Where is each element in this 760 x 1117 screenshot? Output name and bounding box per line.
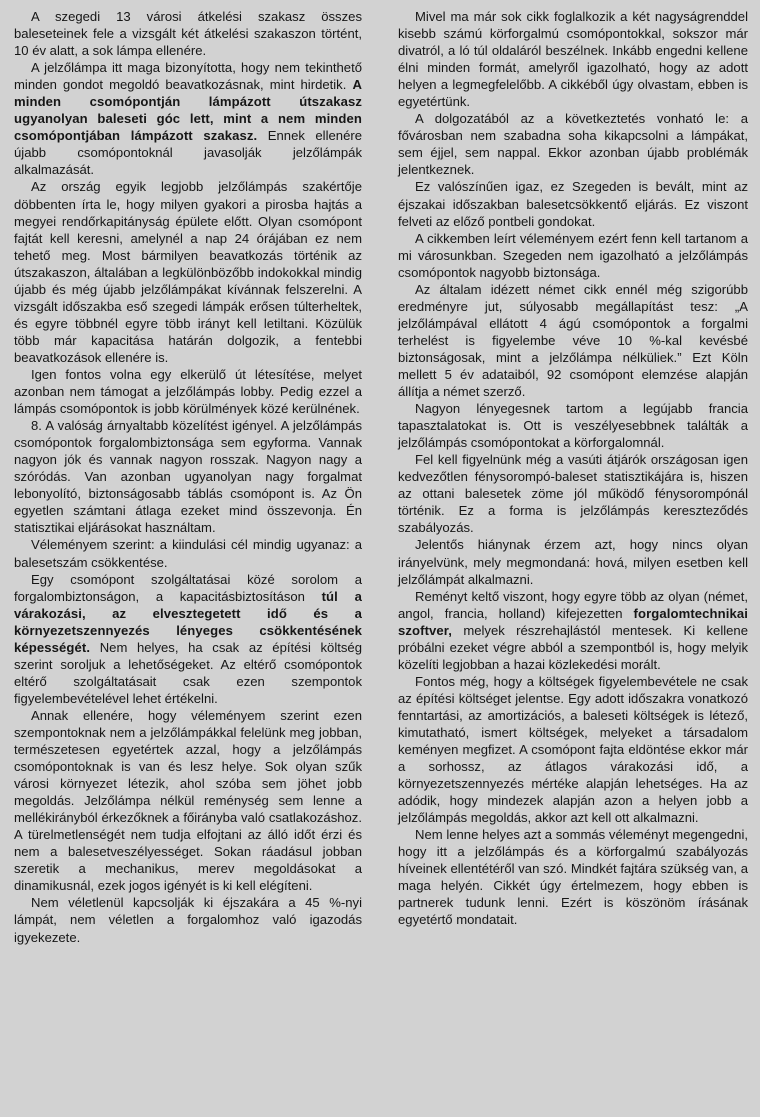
paragraph: [14, 707, 362, 895]
text-run: Jelentős hiánynak érzem azt, hogy nincs olyan irányelvünk, mely megmondaná: hová, milyen esetben kell jelzőlámpát alkalmazni.: [398, 537, 748, 587]
text-run: A dolgozatából az a következtetés vonható le: a fővárosban nem szabadna soha kikapcsolni a lámpákat, sem éjjel, sem nappal. Ekkor azonban újabb problémák jelentkeznek.: [398, 111, 748, 178]
text-run: Véleményem szerint: a kiindulási cél mindig ugyanaz: a balesetszám csökkentése.: [14, 537, 362, 570]
text-run: Reményt keltő viszont, hogy egyre több az olyan (német, angol, francia, holland) kifejezetten: [398, 588, 748, 621]
paragraph: [398, 673, 748, 826]
text-run: A szegedi 13 városi átkelési szakasz összes baleseteinek fele a vizsgált két átkelési szakaszon történt, 10 év alatt, a sok lámpa ellenére.: [14, 9, 362, 59]
text-run: Fel kell figyelnünk még a vasúti átjárók országosan igen kedvezőtlen fénysorompó-baleset statisztikájára is, hiszen az ottani balesetek zöme jól működő fénysorompónál történik. Ez a forma is jelzőlámpás kereszteződés szabályozás.: [398, 452, 748, 536]
text-run: A jelzőlámpa itt maga bizonyította, hogy nem tekinthető minden gondot megoldó beavatkozásnak, mint hirdetik.: [14, 60, 362, 93]
paragraph: [398, 451, 748, 536]
right-column: [398, 8, 748, 929]
paragraph: [14, 536, 362, 570]
text-run: 8. A valóság árnyaltabb közelítést igényel. A jelzőlámpás csomópontok forgalombiztonsága sem egyforma. Vannak nagyon jók és vannak nagyon rosszak. Nagyon nagy a szóródás. Van azonban ugyanolyan nagy forgalmat lebonyolító, biztonságosabb táblás csomópont is. Az Ön egyetlen számtani átlaga ezeket mind összevonja. Én statisztikai eljárásokat használtam.: [14, 418, 362, 536]
paragraph: [14, 366, 362, 417]
paragraph: [398, 588, 748, 673]
paragraph: [14, 417, 362, 536]
text-run: melyek részrehajlástól mentesek. Ki kellene próbálni ezeket végre abból a szempontból is, hogy melyik közelíti legjobban a hazai közlekedési morált.: [398, 622, 748, 672]
text-run: Nem lenne helyes azt a sommás véleményt megengedni, hogy itt a jelzőlámpás és a körforgalmú szabályozás híveinek ellentétéről van szó. Mindkét fajtára szükség van, a maga helyén. Cikkét úgy értelmezem, hogy ebben is partnerek tudunk lenni. Ezért is köszönöm írásának egyetértő mondatait.: [398, 827, 748, 928]
text-run: Igen fontos volna egy elkerülő út létesítése, melyet azonban nem támogat a jelzőlámpás lobby. Pedig ezzel a lámpás csomópontok is jobb körülmények közé kerülnének.: [14, 366, 362, 417]
text-run: Nagyon lényegesnek tartom a legújabb francia tapasztalatokat is. Ott is veszélyesebbnek találták a jelzőlámpás csomópontokat a körforgalomnál.: [398, 401, 748, 451]
text-run: A cikkemben leírt véleményem ezért fenn kell tartanom a mi városunkban. Szegeden nem igazolható a jelzőlámpás csomópontok nagyobb biztonsága.: [398, 230, 748, 280]
paragraph: [398, 826, 748, 928]
text-run: Ez valószínűen igaz, ez Szegeden is bevált, mint az éjszakai időszakban balesetcsökkentő eljárás. Ez viszont felveti az előző pontbeli gondokat.: [398, 179, 748, 229]
text-run: Egy csomópont szolgáltatásai közé sorolom a forgalombiztonságon, a kapacitásbiztosításon: [14, 571, 362, 604]
text-run: Mivel ma már sok cikk foglalkozik a két nagyságrenddel kisebb számú körforgalmú csomópontokkal, sokszor már divatról, a ló túl oldaláról beszélnek. Inkább engedni kellene élni minden formát, amelyről igazolható, hogy az adott helyen a legmegfelelőbb. A cikkéből úgy olvastam, ebben is egyetértünk.: [398, 9, 748, 110]
bold-text: A minden csomópontján lámpázott útszakasz ugyanolyan baleseti góc lett, mint a nem minden csomópontjában lámpázott szakasz.: [14, 77, 362, 144]
paragraph: [398, 230, 748, 281]
paragraph: [398, 178, 748, 229]
text-run: Az ország egyik legjobb jelzőlámpás szakértője döbbenten írta le, hogy milyen gyakori a pirosba hajtás a megyei rendőrkapitányság épülete előtt. Olyan csomópont fajtát kell keresni, amelynél a nap 24 órájában ez nem tehető meg. Most bármilyen beavatkozás történik az útszakaszon, általában a legkülönbözőbb indokokkal mindig újabb és még újabb jelzőlámpákat kívánnak felszerelni. A vizsgált időszakba eső szegedi lámpák erősen túlterheltek, és egyre többnél egyre több irányt kell letiltani. Közülük több már kapacitása határán dolgozik, a fentebbi beavatkozások ellenére is.: [14, 179, 362, 365]
bold-text: túl a várakozási, az elvesztegetett idő és a környezetszennyezés lényeges csökkentésének képességét.: [14, 588, 362, 655]
bold-text: forgalomtechnikai szoftver,: [398, 605, 748, 638]
paragraph: [398, 110, 748, 178]
paragraph: [14, 178, 362, 366]
paragraph: [14, 8, 362, 59]
paragraph: [398, 536, 748, 587]
paragraph: [398, 281, 748, 400]
paragraph: [14, 894, 362, 945]
text-run: Nem helyes, ha csak az építési költség szerint soroljuk a lehetőségeket. Az eltérő csomópontok eltérő szolgáltatásait csak ezen szempontok figyelembevételével lehet értékelni.: [14, 639, 362, 706]
paragraph: [398, 400, 748, 451]
text-run: Fontos még, hogy a költségek figyelembevétele ne csak az építési költséget jelentse. Egy adott időszakra vonatkozó fenntartási, az amortizációs, a baleseti költségek is létező, kimutatható, ismert költségek, melyeket a társadalom keményen megfizet. A csomópont fajta eldöntése ekkor már a sorhossz, az átlagos várakozási idő, a környezetszennyezés mértéke alapján lehetséges. Ha az adódik, hogy mindezek alapján azon a helyen jobb a jelzőlámpás megoldás, akkor azt kell ott alkalmazni.: [398, 673, 748, 826]
text-run: Az általam idézett német cikk ennél még szigorúbb eredményre jut, súlyosabb megállapítást tesz: „A jelzőlámpával ellátott 4 ágú csomópontok a forgalmi terhelést is figyelembe véve 10 %-kal kevésbé biztonságosak, mint a jelzőlámpa nélküliek.” Ezt Köln mellett 5 év adataiból, 92 csomópont elemzése alapján állítja a német szerző.: [398, 281, 748, 400]
text-run: Nem véletlenül kapcsolják ki éjszakára a 45 %-nyi lámpát, nem véletlen a forgalomhoz való igazodás igyekezete.: [14, 895, 362, 945]
paragraph: [14, 571, 362, 707]
left-column: [14, 8, 362, 946]
text-run: Annak ellenére, hogy véleményem szerint ezen szempontoknak nem a jelzőlámpákkal felelünk meg jobban, természetesen egyetértek azzal, hogy a jelzőlámpás csomópontoknak is van és lesz helye. Sok olyan szűk városi környezet létezik, ahol szóba sem jöhet jobb megoldás. Jelzőlámpa nélkül reménység sem lenne a mellékirányból érkezőknek a főirányba való csatlakozáshoz. A türelmetlenségét nem tudja elfojtani az álló időt érzi és nem a balesetveszélyességet. Sokan ráadásul jobban szeretik a mechanikus, merev megoldásokat a dinamikusnál, ezek jogos igényét is ki kell elégíteni.: [14, 707, 362, 894]
text-run: Ennek ellenére újabb csomópontoknál javasolják jelzőlámpák alkalmazását.: [14, 128, 362, 178]
paragraph: [14, 59, 362, 178]
paragraph: [398, 8, 748, 110]
